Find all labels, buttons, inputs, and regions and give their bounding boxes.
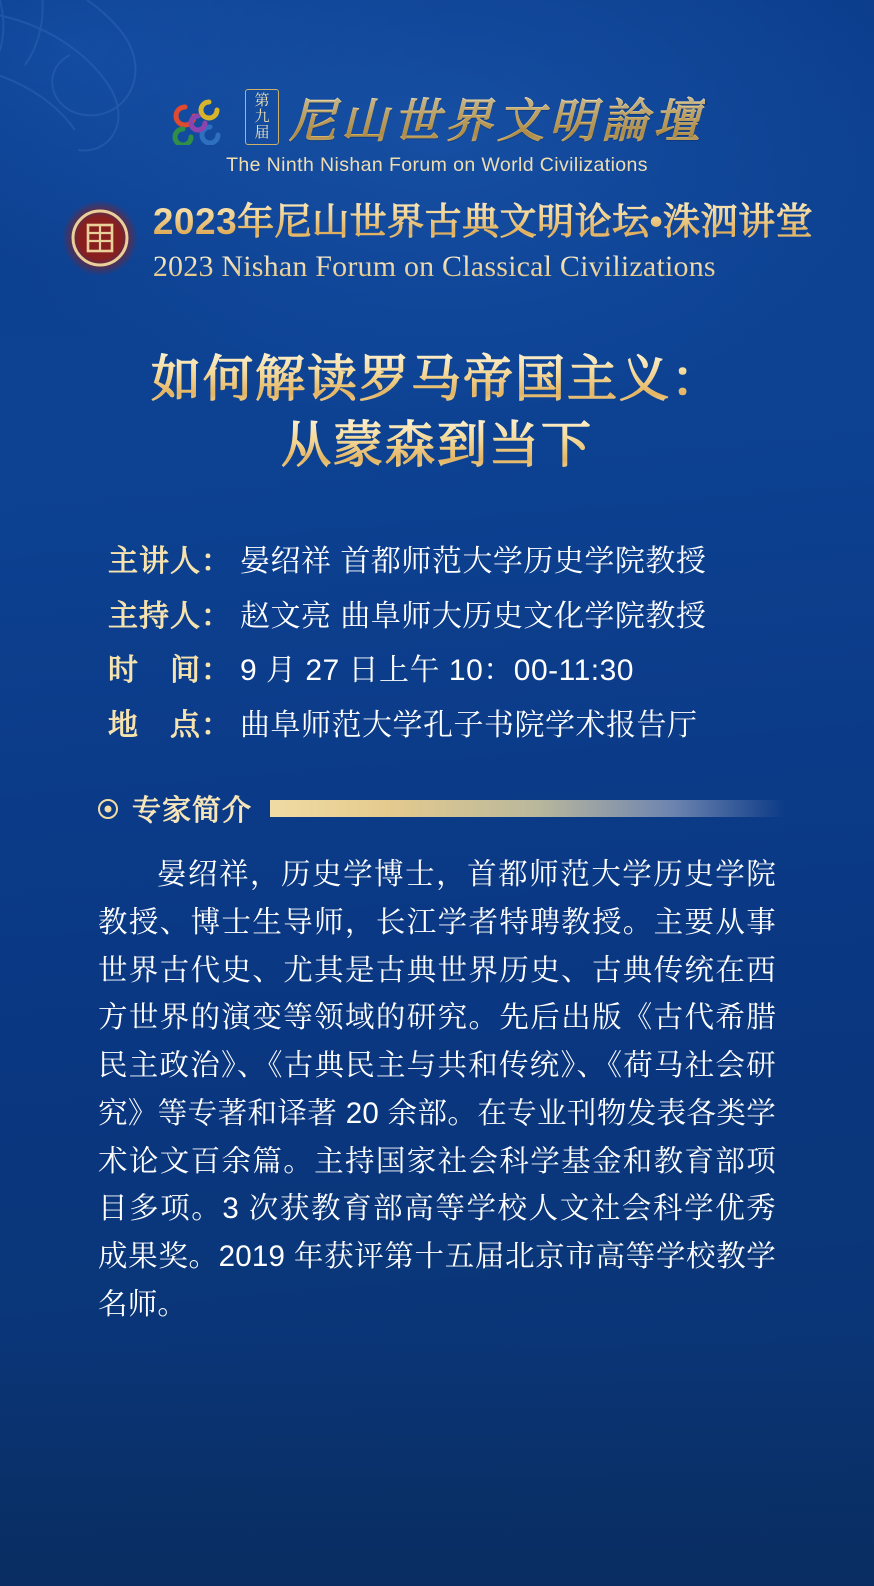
detail-label-venue: 地 点： — [108, 708, 232, 742]
detail-label-speaker: 主讲人： — [108, 545, 232, 578]
detail-row-host — [108, 597, 874, 638]
classical-title-cn: 2023年尼山世界古典文明论坛•洙泗讲堂 — [153, 191, 813, 245]
round-seal-icon — [61, 199, 139, 277]
detail-row-venue — [108, 706, 874, 747]
detail-value-time: 9 月 27 日上午 10：00-11:30 — [240, 654, 634, 687]
section-title-expert-profile: 专家简介 — [132, 795, 253, 827]
detail-value-host: 赵文亮 曲阜师大历史文化学院教授 — [240, 599, 707, 633]
ring-bullet-icon — [98, 799, 118, 819]
lecture-title-line-2: 从蒙森到当下 — [0, 412, 874, 478]
detail-value-venue: 曲阜师范大学孔子书院学术报告厅 — [240, 708, 698, 742]
expert-profile-section-header — [98, 788, 874, 829]
forum-title-cn: 尼山世界文明論壇 — [289, 84, 705, 151]
lecture-details — [108, 542, 874, 746]
detail-value-speaker: 晏绍祥 首都师范大学历史学院教授 — [240, 545, 707, 578]
detail-row-time — [108, 651, 874, 692]
bottom-gradient-overlay — [0, 1326, 874, 1586]
expert-biography-text: 晏绍祥，历史学博士，首都师范大学历史学院教授、博士生导师，长江学者特聘教授。主要从事世界古代史、尤其是古典世界历史、古典传统在西方世界的演变等领域的研究。先后出版《古代希腊民主政治》、《古典民主与共和传统》、《荷马社会研究》等专著和译著 20 余部。在专业刊物发表各类学术论文百余篇。主持国家社会科学基金和教育部项目多项。3 次获教育部高等学校人文社会科学优秀成果奖。2019 年获评第十五届北京市高等学校教学名师。 — [98, 858, 776, 1322]
detail-label-host: 主持人： — [108, 599, 232, 633]
lecture-title — [0, 346, 874, 478]
classical-title-en: 2023 Nishan Forum on Classical Civilizations — [153, 250, 813, 284]
section-gradient-bar — [270, 800, 786, 817]
detail-row-speaker — [108, 542, 874, 583]
detail-label-time: 时 间： — [108, 654, 232, 687]
classical-forum-row — [0, 191, 874, 284]
classical-title-text — [153, 191, 813, 284]
ninth-edition-badge: 第九届 — [245, 89, 279, 144]
forum-title-en: The Ninth Nishan Forum on World Civilizations — [226, 154, 648, 176]
colored-swirls-logo-icon — [169, 89, 235, 145]
poster-header — [0, 0, 874, 284]
forum-logo-row — [0, 86, 874, 148]
lecture-title-line-1: 如何解读罗马帝国主义： — [0, 346, 874, 412]
